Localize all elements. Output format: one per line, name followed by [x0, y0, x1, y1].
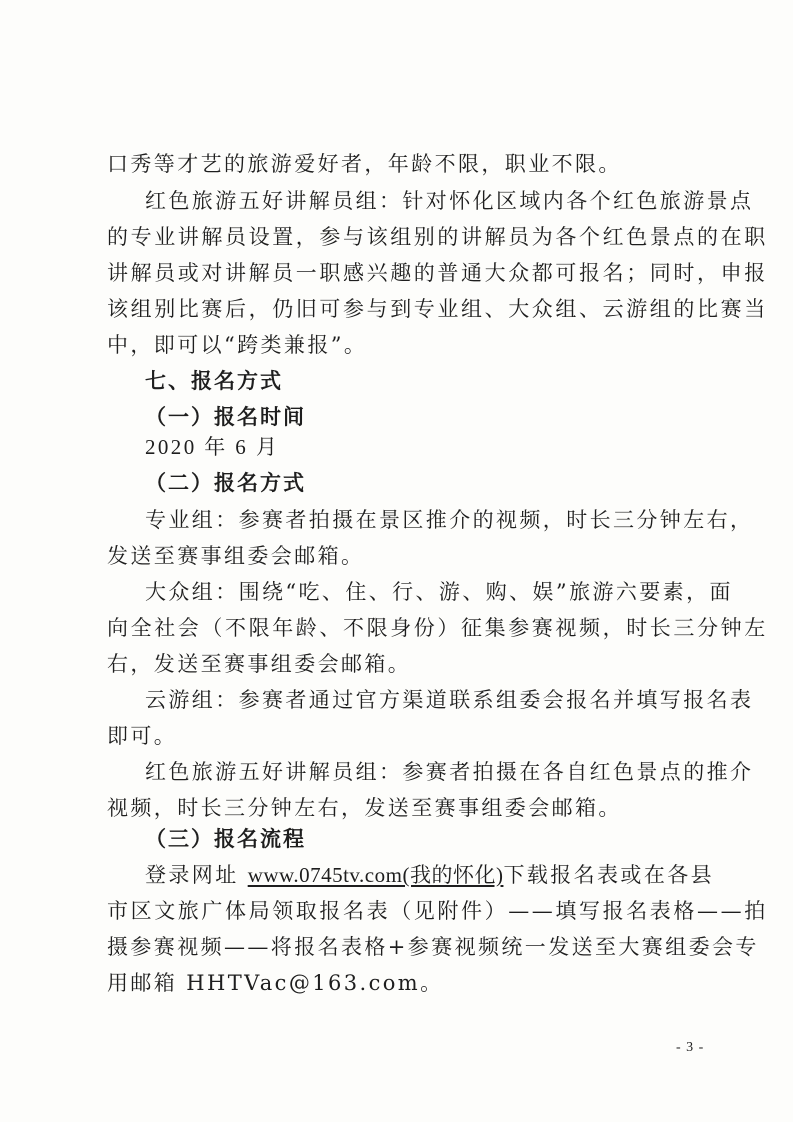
paragraph-line: 摄参赛视频——将报名表格+参赛视频统一发送至大赛组委会专 [107, 935, 759, 959]
page-number: - 3 - [676, 1040, 705, 1055]
paragraph-line: 云游组：参赛者通过官方渠道联系组委会报名并填写报名表 [145, 688, 754, 712]
text-span: 登录网址 [145, 863, 248, 887]
website-link[interactable]: www.0745tv.com(我的怀化) [247, 863, 504, 887]
paragraph-line: 该组别比赛后，仍旧可参与到专业组、大众组、云游组的比赛当 [107, 297, 768, 321]
paragraph-line: 向全社会（不限年龄、不限身份）征集参赛视频，时长三分钟左 [107, 616, 768, 640]
paragraph-line: 专业组：参赛者拍摄在景区推介的视频，时长三分钟左右， [145, 508, 754, 532]
paragraph-line: 讲解员或对讲解员一职感兴趣的普通大众都可报名；同时，申报 [107, 261, 768, 285]
subsection-heading: （一）报名时间 [145, 404, 306, 429]
paragraph-line: 口秀等才艺的旅游爱好者，年龄不限，职业不限。 [107, 152, 622, 176]
subsection-heading: （三）报名流程 [145, 826, 306, 851]
paragraph-line: 视频，时长三分钟左右，发送至赛事组委会邮箱。 [107, 796, 622, 820]
paragraph-line: 红色旅游五好讲解员组：参赛者拍摄在各自红色景点的推介 [145, 760, 754, 784]
section-heading: 七、报名方式 [145, 368, 283, 393]
subsection-heading: （二）报名方式 [145, 470, 306, 495]
paragraph-line: 市区文旅广体局领取报名表（见附件）——填写报名表格——拍 [107, 899, 768, 923]
text-span: 下载报名表或在各县 [503, 863, 715, 887]
paragraph-line: 中，即可以“跨类兼报”。 [107, 333, 368, 357]
paragraph-line: 右，发送至赛事组委会邮箱。 [107, 652, 412, 676]
paragraph-line: 的专业讲解员设置，参与该组别的讲解员为各个红色景点的在职 [107, 225, 768, 249]
paragraph-line: 即可。 [107, 724, 178, 748]
registration-date: 2020 年 6 月 [145, 435, 280, 459]
paragraph-line [145, 860, 714, 890]
paragraph-line: 大众组：围绕“吃、住、行、游、购、娱”旅游六要素，面 [145, 580, 733, 604]
paragraph-line: 红色旅游五好讲解员组：针对怀化区域内各个红色旅游景点 [145, 189, 754, 213]
paragraph-line: 用邮箱 HHTVac@163.com。 [107, 971, 444, 995]
paragraph-line: 发送至赛事组委会邮箱。 [107, 544, 365, 568]
